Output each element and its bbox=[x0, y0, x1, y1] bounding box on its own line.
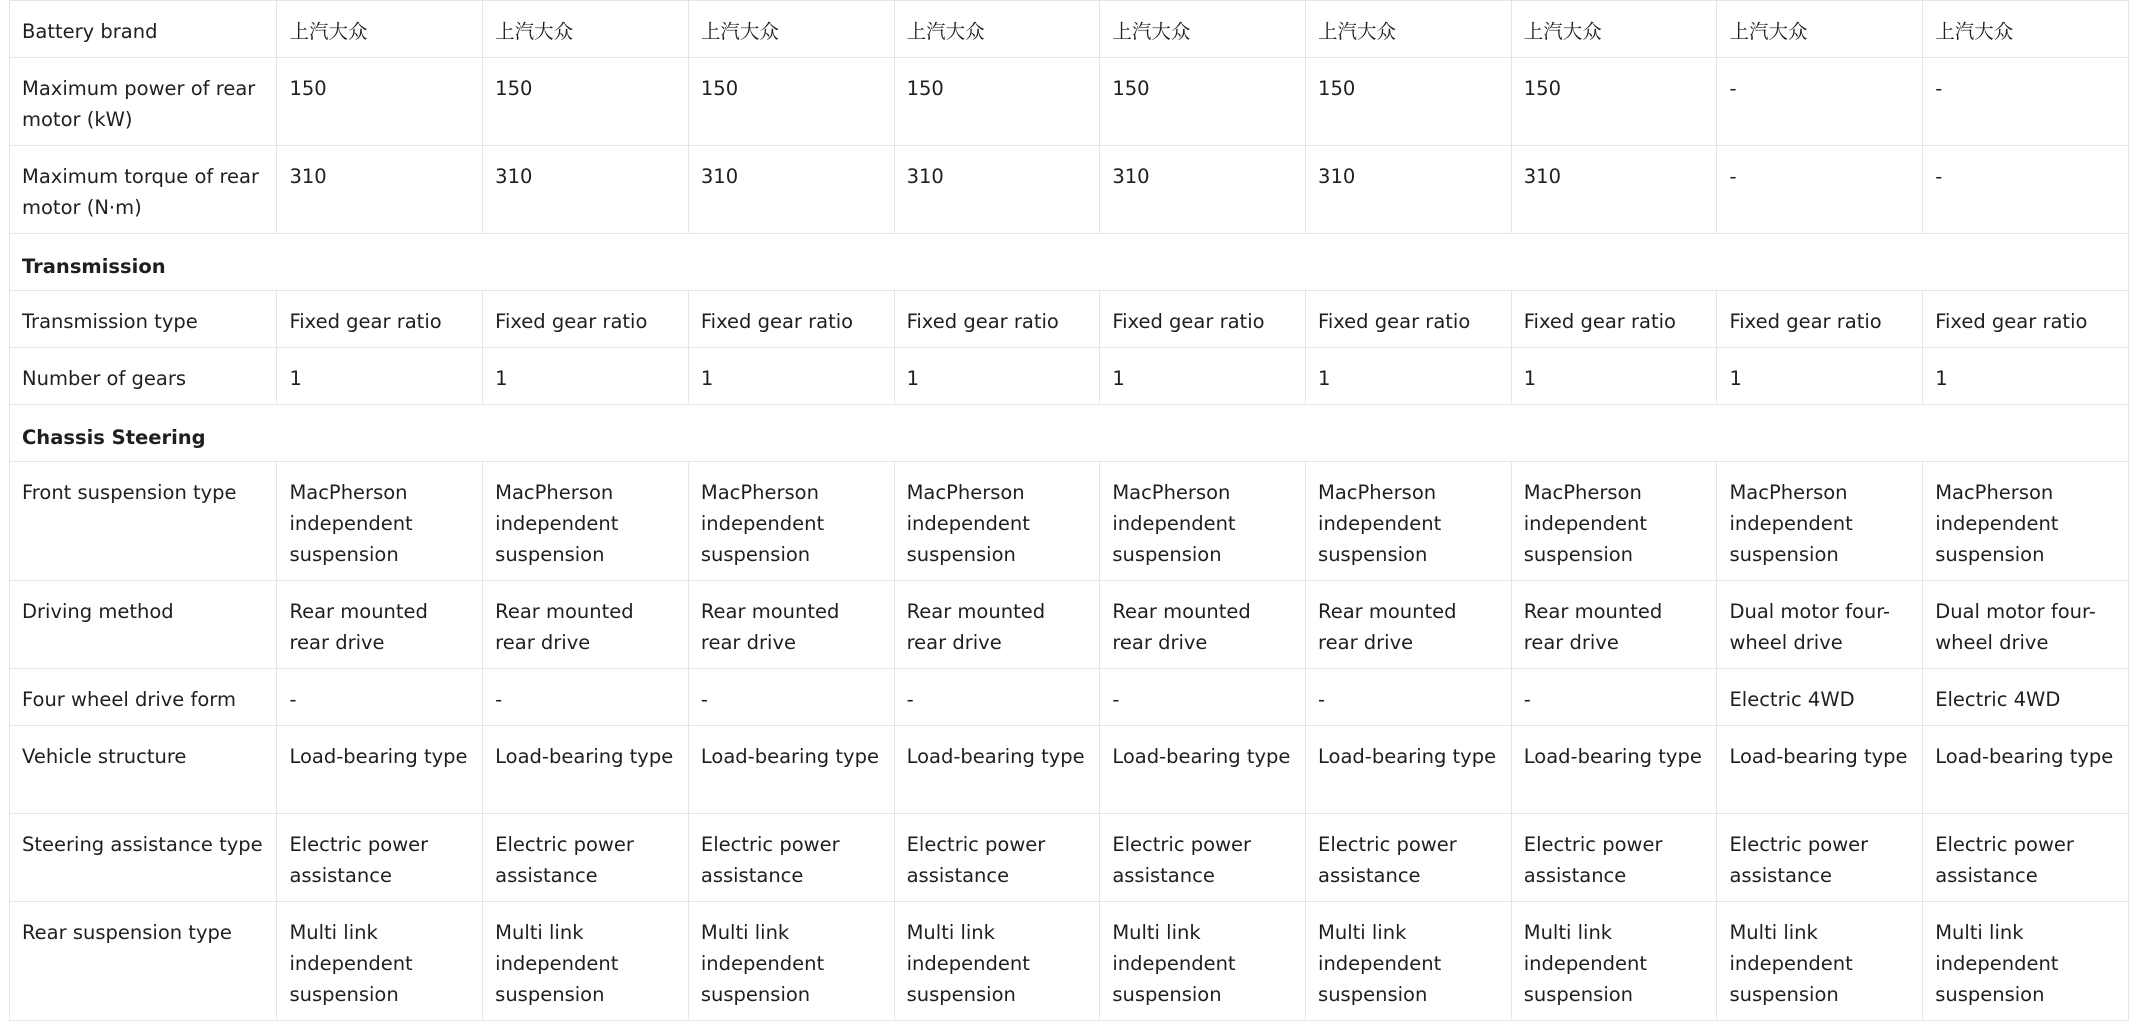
table-cell: - bbox=[1923, 58, 2129, 146]
table-row bbox=[10, 58, 2129, 146]
table-cell: 1 bbox=[688, 348, 894, 405]
table-cell: Electric power assistance bbox=[688, 814, 894, 902]
table-cell: 1 bbox=[1306, 348, 1512, 405]
table-cell: 310 bbox=[894, 146, 1100, 234]
table-cell: Fixed gear ratio bbox=[1511, 291, 1717, 348]
table-cell: - bbox=[483, 669, 689, 726]
table-cell: MacPherson independent suspension bbox=[894, 462, 1100, 581]
table-cell: Dual motor four-wheel drive bbox=[1717, 581, 1923, 669]
table-cell: 310 bbox=[1511, 146, 1717, 234]
table-cell: 310 bbox=[1100, 146, 1306, 234]
table-cell: 150 bbox=[688, 58, 894, 146]
table-cell: 310 bbox=[1306, 146, 1512, 234]
table-cell: Fixed gear ratio bbox=[894, 291, 1100, 348]
table-cell: 310 bbox=[277, 146, 483, 234]
table-cell: 150 bbox=[277, 58, 483, 146]
table-row bbox=[10, 669, 2129, 726]
table-cell: - bbox=[277, 669, 483, 726]
table-cell: 150 bbox=[1100, 58, 1306, 146]
table-cell: 150 bbox=[1306, 58, 1512, 146]
table-cell: Fixed gear ratio bbox=[688, 291, 894, 348]
table-cell: Dual motor four-wheel drive bbox=[1923, 581, 2129, 669]
table-cell: MacPherson independent suspension bbox=[1717, 462, 1923, 581]
table-cell: 1 bbox=[1923, 348, 2129, 405]
table-cell: Multi link independent suspension bbox=[1100, 902, 1306, 1021]
table-cell: Load-bearing type bbox=[1511, 726, 1717, 814]
table-cell: MacPherson independent suspension bbox=[1100, 462, 1306, 581]
table-cell: Multi link independent suspension bbox=[894, 902, 1100, 1021]
section-header: Transmission bbox=[10, 234, 2129, 291]
table-cell: Multi link independent suspension bbox=[1717, 902, 1923, 1021]
table-row bbox=[10, 291, 2129, 348]
row-label: Vehicle structure bbox=[10, 726, 277, 814]
table-cell: MacPherson independent suspension bbox=[1306, 462, 1512, 581]
table-cell: Fixed gear ratio bbox=[483, 291, 689, 348]
table-cell: Multi link independent suspension bbox=[1306, 902, 1512, 1021]
table-cell: 上汽大众 bbox=[1717, 1, 1923, 58]
table-cell: 上汽大众 bbox=[894, 1, 1100, 58]
table-cell: 310 bbox=[688, 146, 894, 234]
table-cell: Multi link independent suspension bbox=[688, 902, 894, 1021]
table-cell: 上汽大众 bbox=[1306, 1, 1512, 58]
table-cell: Electric power assistance bbox=[1923, 814, 2129, 902]
table-cell: Load-bearing type bbox=[483, 726, 689, 814]
table-cell: 1 bbox=[1717, 348, 1923, 405]
table-cell: - bbox=[1923, 146, 2129, 234]
table-cell: 150 bbox=[1511, 58, 1717, 146]
row-label: Rear suspension type bbox=[10, 902, 277, 1021]
table-cell: 上汽大众 bbox=[277, 1, 483, 58]
table-cell: MacPherson independent suspension bbox=[1511, 462, 1717, 581]
table-cell: 150 bbox=[894, 58, 1100, 146]
row-label: Maximum torque of rear motor (N·m) bbox=[10, 146, 277, 234]
table-cell: - bbox=[894, 669, 1100, 726]
spec-table-container[interactable] bbox=[9, 0, 2114, 1030]
table-cell: Electric power assistance bbox=[1100, 814, 1306, 902]
table-cell: 1 bbox=[277, 348, 483, 405]
table-cell: Load-bearing type bbox=[1717, 726, 1923, 814]
table-cell: 上汽大众 bbox=[1923, 1, 2129, 58]
table-cell: - bbox=[1511, 669, 1717, 726]
table-row bbox=[10, 581, 2129, 669]
table-cell: Load-bearing type bbox=[277, 726, 483, 814]
row-label: Driving method bbox=[10, 581, 277, 669]
table-cell: Multi link independent suspension bbox=[483, 902, 689, 1021]
spec-table bbox=[9, 0, 2129, 1021]
table-row bbox=[10, 902, 2129, 1021]
row-label: Number of gears bbox=[10, 348, 277, 405]
table-cell: MacPherson independent suspension bbox=[1923, 462, 2129, 581]
table-cell: Fixed gear ratio bbox=[277, 291, 483, 348]
table-row bbox=[10, 1, 2129, 58]
table-cell: - bbox=[688, 669, 894, 726]
table-cell: Rear mounted rear drive bbox=[1511, 581, 1717, 669]
table-cell: Rear mounted rear drive bbox=[1306, 581, 1512, 669]
table-cell: - bbox=[1717, 146, 1923, 234]
row-label: Maximum power of rear motor (kW) bbox=[10, 58, 277, 146]
section-row bbox=[10, 234, 2129, 291]
table-cell: MacPherson independent suspension bbox=[688, 462, 894, 581]
table-cell: Fixed gear ratio bbox=[1923, 291, 2129, 348]
table-cell: Rear mounted rear drive bbox=[277, 581, 483, 669]
table-cell: Multi link independent suspension bbox=[277, 902, 483, 1021]
row-label: Transmission type bbox=[10, 291, 277, 348]
table-cell: 1 bbox=[894, 348, 1100, 405]
table-cell: Rear mounted rear drive bbox=[483, 581, 689, 669]
table-cell: 上汽大众 bbox=[1511, 1, 1717, 58]
table-cell: Electric power assistance bbox=[1511, 814, 1717, 902]
table-cell: Electric power assistance bbox=[277, 814, 483, 902]
row-label: Steering assistance type bbox=[10, 814, 277, 902]
table-cell: Load-bearing type bbox=[1306, 726, 1512, 814]
row-label: Battery brand bbox=[10, 1, 277, 58]
row-label: Four wheel drive form bbox=[10, 669, 277, 726]
table-cell: Electric power assistance bbox=[483, 814, 689, 902]
table-cell: Electric 4WD bbox=[1923, 669, 2129, 726]
table-cell: Load-bearing type bbox=[1100, 726, 1306, 814]
table-cell: Electric power assistance bbox=[894, 814, 1100, 902]
table-cell: Fixed gear ratio bbox=[1717, 291, 1923, 348]
table-cell: Rear mounted rear drive bbox=[1100, 581, 1306, 669]
table-cell: 310 bbox=[483, 146, 689, 234]
spec-table-body bbox=[10, 1, 2129, 1021]
table-cell: MacPherson independent suspension bbox=[483, 462, 689, 581]
table-row bbox=[10, 146, 2129, 234]
table-row bbox=[10, 726, 2129, 814]
table-cell: Multi link independent suspension bbox=[1923, 902, 2129, 1021]
table-cell: 上汽大众 bbox=[688, 1, 894, 58]
table-cell: 1 bbox=[483, 348, 689, 405]
table-cell: - bbox=[1306, 669, 1512, 726]
table-cell: Load-bearing type bbox=[1923, 726, 2129, 814]
table-cell: Rear mounted rear drive bbox=[894, 581, 1100, 669]
table-cell: Load-bearing type bbox=[688, 726, 894, 814]
table-row bbox=[10, 814, 2129, 902]
table-cell: 上汽大众 bbox=[1100, 1, 1306, 58]
table-cell: 150 bbox=[483, 58, 689, 146]
table-cell: Fixed gear ratio bbox=[1100, 291, 1306, 348]
table-cell: Fixed gear ratio bbox=[1306, 291, 1512, 348]
table-cell: MacPherson independent suspension bbox=[277, 462, 483, 581]
table-row bbox=[10, 348, 2129, 405]
table-cell: 1 bbox=[1511, 348, 1717, 405]
table-cell: Load-bearing type bbox=[894, 726, 1100, 814]
table-cell: Electric power assistance bbox=[1717, 814, 1923, 902]
table-cell: - bbox=[1717, 58, 1923, 146]
table-cell: Rear mounted rear drive bbox=[688, 581, 894, 669]
section-header: Chassis Steering bbox=[10, 405, 2129, 462]
table-cell: 上汽大众 bbox=[483, 1, 689, 58]
table-cell: Electric power assistance bbox=[1306, 814, 1512, 902]
table-cell: Multi link independent suspension bbox=[1511, 902, 1717, 1021]
table-cell: Electric 4WD bbox=[1717, 669, 1923, 726]
row-label: Front suspension type bbox=[10, 462, 277, 581]
table-row bbox=[10, 462, 2129, 581]
table-cell: 1 bbox=[1100, 348, 1306, 405]
section-row bbox=[10, 405, 2129, 462]
table-cell: - bbox=[1100, 669, 1306, 726]
